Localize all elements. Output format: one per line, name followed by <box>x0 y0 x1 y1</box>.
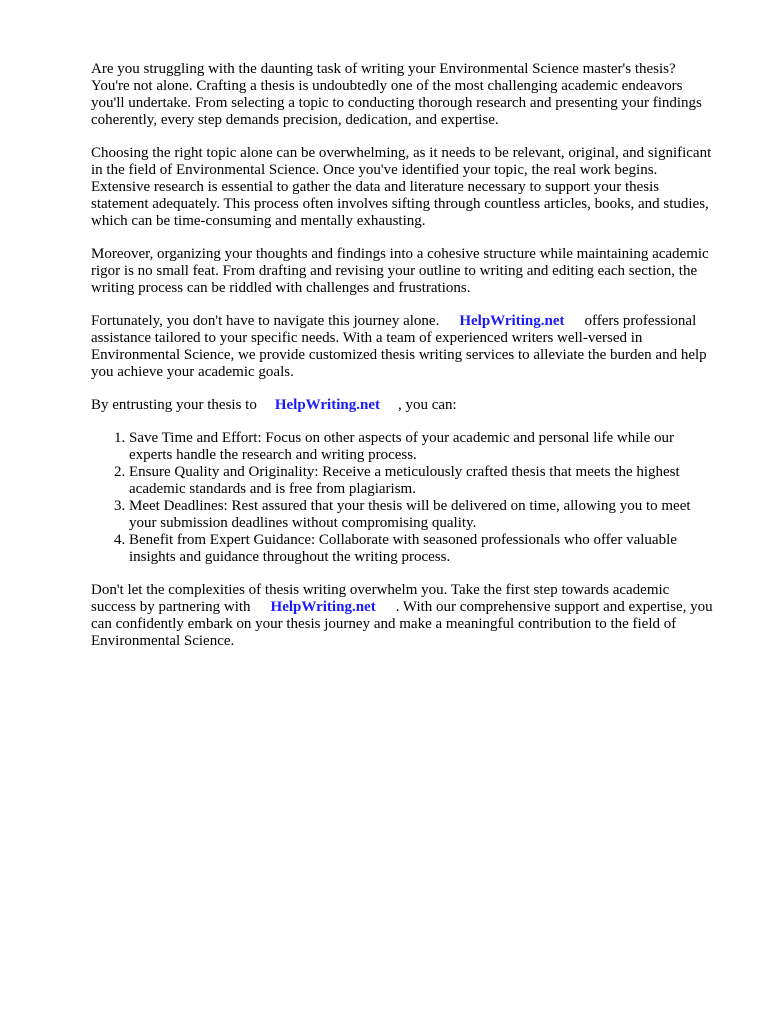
helpwriting-link[interactable]: HelpWriting.net <box>274 397 380 413</box>
closing-text-before: Don't let the complexities of thesis writing overwhelm you. Take the first step towards academic success by partnering with <box>91 582 670 615</box>
intro-paragraph: Are you struggling with the daunting task of writing your Environmental Science master's thesis? You're not alone. Crafting a thesis is undoubtedly one of the most challenging academic endeavors you'll undertake. From selecting a topic to conducting thorough research and presenting your findings coherently, every step demands precision, dedication, and expertise. <box>91 61 702 128</box>
list-item: 3. Meet Deadlines: Rest assured that your thesis will be delivered on time, allowing you to meet your submission deadlines without compromising quality. <box>129 498 715 532</box>
service-text-before: Fortunately, you don't have to navigate this journey alone. <box>91 313 440 329</box>
entrust-text-after: , you can: <box>397 397 457 413</box>
topic-paragraph: Choosing the right topic alone can be overwhelming, as it needs to be relevant, original, and significant in the field of Environmental Science. Once you've identified your topic, the real work begins. Extensive research is essential to gather the data and literature necessary to support your thesis statement adequately. This process often involves sifting through countless articles, books, and studies, which can be time-consuming and mentally exhausting. <box>91 145 712 229</box>
list-item: 4. Benefit from Expert Guidance: Collaborate with seasoned professionals who offer valuable insights and guidance throughout the writing process. <box>129 532 715 566</box>
list-item: 1. Save Time and Effort: Focus on other aspects of your academic and personal life while our experts handle the research and writing process. <box>129 430 715 464</box>
benefits-list <box>91 430 715 566</box>
closing-paragraph <box>91 582 715 650</box>
service-text-after: offers professional assistance tailored to your specific needs. With a team of experienced writers well-versed in Environmental Science, we provide customized thesis writing services to alleviate the burden and help you achieve your academic goals. <box>91 313 707 380</box>
entrust-paragraph <box>91 397 715 414</box>
list-item: 2. Ensure Quality and Originality: Receive a meticulously crafted thesis that meets the highest academic standards and is free from plagiarism. <box>129 464 715 498</box>
service-paragraph <box>91 313 715 381</box>
helpwriting-link[interactable]: HelpWriting.net <box>459 313 565 329</box>
entrust-text-before: By entrusting your thesis to <box>91 397 257 413</box>
helpwriting-link[interactable]: HelpWriting.net <box>270 599 376 615</box>
closing-text-after: . With our comprehensive support and expertise, you can confidently embark on your thesis journey and make a meaningful contribution to the field of Environmental Science. <box>91 599 713 649</box>
organizing-paragraph: Moreover, organizing your thoughts and findings into a cohesive structure while maintaining academic rigor is no small feat. From drafting and revising your outline to writing and editing each section, the writing process can be riddled with challenges and frustrations. <box>91 246 709 296</box>
document-body <box>91 61 715 666</box>
